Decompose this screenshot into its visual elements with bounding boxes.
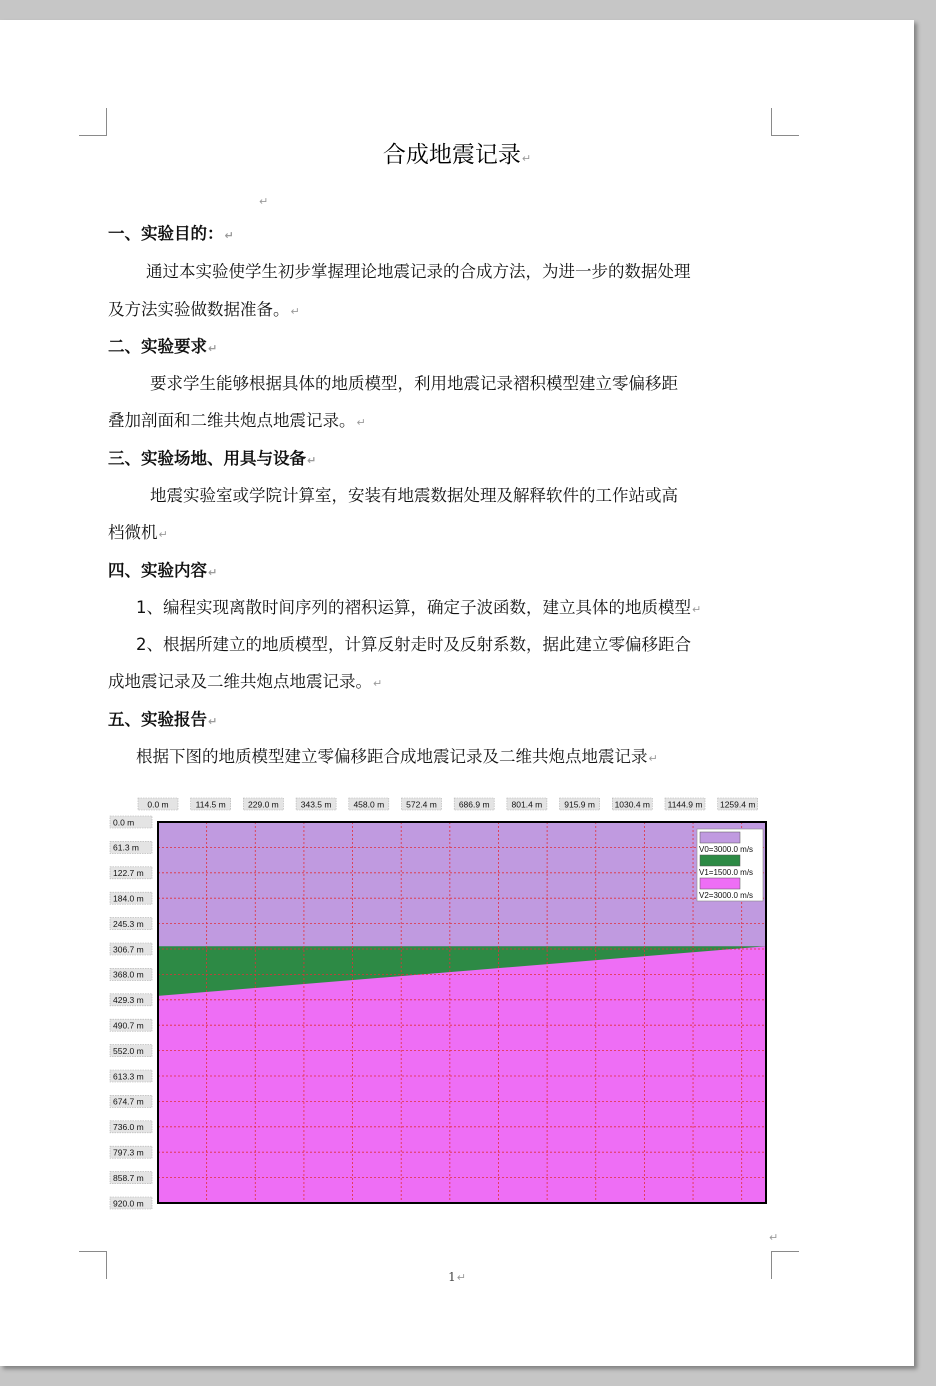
section-heading[interactable]: 三、实验场地、用具与设备↵	[108, 449, 317, 468]
page-number: 1↵	[448, 1270, 466, 1284]
y-tick-label: 674.7 m	[113, 1096, 144, 1107]
x-tick-label: 1259.4 m	[719, 799, 756, 810]
body-line[interactable]: 通过本实验使学生初步掌握理论地震记录的合成方法，为进一步的数据处理	[146, 262, 691, 281]
x-tick-label: 915.9 m	[564, 799, 595, 810]
section-heading[interactable]: 四、实验内容↵	[108, 561, 218, 580]
legend-label: V0=3000.0 m/s	[699, 845, 754, 854]
crop-mark-top-left	[79, 108, 107, 136]
y-tick-label: 245.3 m	[113, 918, 144, 929]
x-tick-label: 1030.4 m	[614, 799, 651, 810]
body-line[interactable]: 档微机↵	[108, 523, 168, 542]
body-line[interactable]: 要求学生能够根据具体的地质模型，利用地震记录褶积模型建立零偏移距	[150, 374, 678, 393]
legend-swatch	[700, 832, 740, 843]
body-line[interactable]: 根据下图的地质模型建立零偏移距合成地震记录及二维共炮点地震记录↵	[136, 747, 658, 766]
x-tick-label: 0.0 m	[147, 799, 169, 810]
body-line[interactable]: 叠加剖面和二维共炮点地震记录。↵	[108, 411, 366, 430]
y-tick-label: 613.3 m	[113, 1071, 144, 1082]
y-tick-label: 368.0 m	[113, 969, 144, 980]
x-tick-label: 572.4 m	[406, 799, 437, 810]
y-tick-label: 736.0 m	[113, 1122, 144, 1133]
x-tick-label: 458.0 m	[353, 799, 385, 810]
body-line[interactable]: 成地震记录及二维共炮点地震记录。↵	[108, 672, 383, 691]
y-tick-label: 0.0 m	[113, 817, 135, 828]
x-tick-label: 114.5 m	[195, 799, 226, 810]
section-heading[interactable]: 一、实验目的：↵	[108, 224, 234, 243]
y-tick-label: 490.7 m	[113, 1020, 144, 1031]
geological-model-chart[interactable]	[108, 778, 768, 1233]
y-tick-label: 122.7 m	[113, 868, 144, 879]
body-line[interactable]: 及方法实验做数据准备。↵	[108, 300, 300, 319]
x-tick-label: 229.0 m	[248, 799, 279, 810]
y-tick-label: 306.7 m	[113, 944, 144, 955]
section-heading[interactable]: 二、实验要求↵	[108, 337, 218, 356]
empty-paragraph[interactable]: ↵	[259, 195, 269, 208]
document-page	[0, 20, 914, 1366]
x-tick-label: 1144.9 m	[667, 799, 703, 810]
y-tick-label: 797.3 m	[113, 1147, 144, 1158]
x-tick-label: 343.5 m	[300, 799, 332, 810]
y-tick-label: 61.3 m	[113, 842, 139, 853]
document-title[interactable]: 合成地震记录↵	[382, 142, 532, 168]
legend-swatch	[700, 855, 740, 866]
y-tick-label: 429.3 m	[113, 995, 144, 1006]
y-tick-label: 858.7 m	[113, 1172, 144, 1183]
x-tick-label: 686.9 m	[458, 799, 490, 810]
section-heading[interactable]: 五、实验报告↵	[108, 710, 218, 729]
y-tick-label: 920.0 m	[113, 1198, 144, 1209]
legend-label: V1=1500.0 m/s	[699, 868, 754, 877]
y-tick-label: 184.0 m	[113, 893, 144, 904]
legend-label: V2=3000.0 m/s	[699, 891, 754, 900]
body-line[interactable]: 地震实验室或学院计算室，安装有地震数据处理及解释软件的工作站或高	[150, 486, 678, 505]
y-tick-label: 552.0 m	[113, 1045, 144, 1056]
body-line[interactable]: 2、根据所建立的地质模型，计算反射走时及反射系数，据此建立零偏移距合	[136, 635, 691, 654]
crop-mark-top-right	[771, 108, 799, 136]
x-tick-label: 801.4 m	[511, 799, 543, 810]
body-line[interactable]: 1、编程实现离散时间序列的褶积运算，确定子波函数，建立具体的地质模型↵	[136, 598, 702, 617]
legend-swatch	[700, 878, 740, 889]
paragraph-end-mark: ↵	[769, 1231, 779, 1244]
